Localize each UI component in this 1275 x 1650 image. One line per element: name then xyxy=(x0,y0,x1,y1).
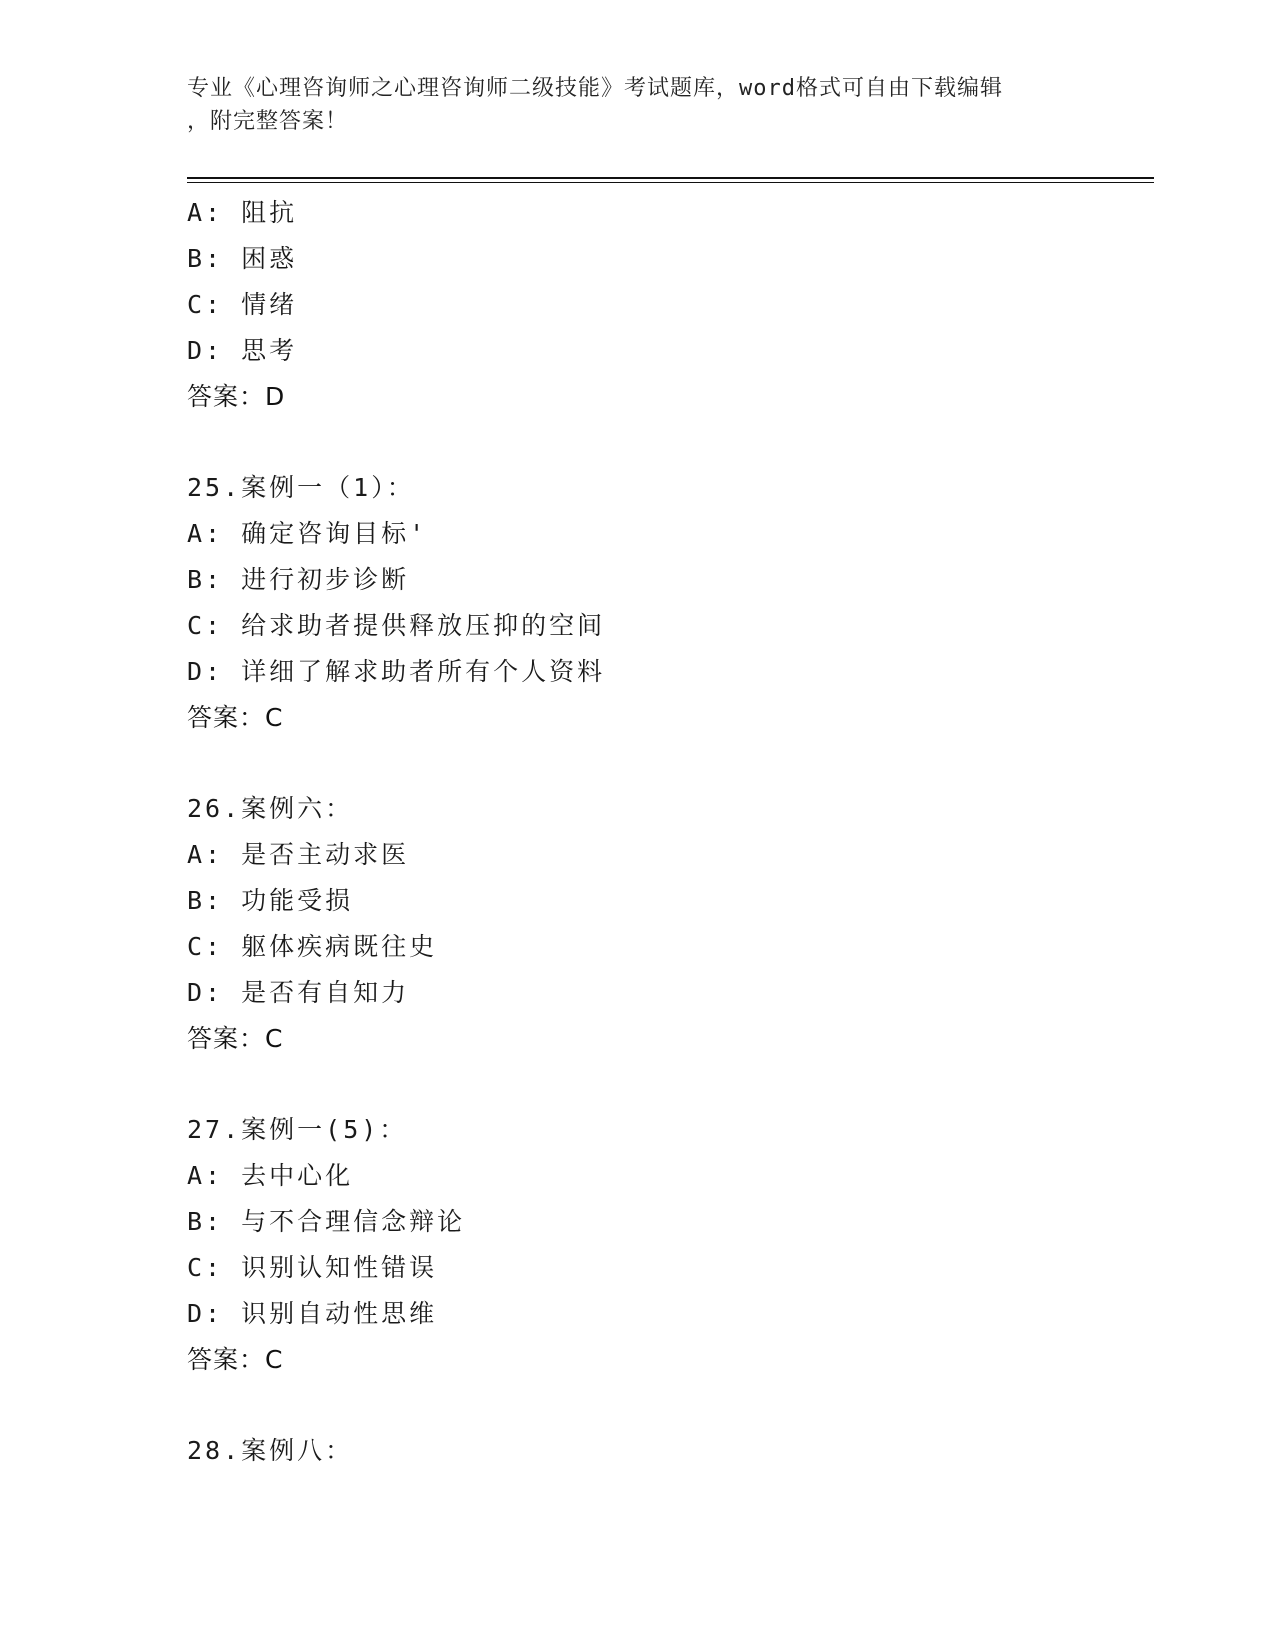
option-b: B: 与不合理信念辩论 xyxy=(187,1207,466,1236)
question-block-24 xyxy=(187,190,1147,420)
question-block-27 xyxy=(187,1107,1147,1383)
option-a: A: 去中心化 xyxy=(187,1161,354,1190)
question-block-25 xyxy=(187,465,1147,741)
answer-line: 答案：C xyxy=(187,1345,284,1374)
question-block-26 xyxy=(187,786,1147,1062)
question-stem: 27.案例一(5)： xyxy=(187,1115,408,1144)
spacer xyxy=(187,1062,1147,1107)
header-line-1: 专业《心理咨询师之心理咨询师二级技能》考试题库，word格式可自由下载编辑 xyxy=(187,76,1003,101)
header-divider-thick xyxy=(187,177,1154,179)
spacer xyxy=(187,420,1147,465)
header-divider-thin xyxy=(187,182,1154,183)
document-header xyxy=(187,72,1087,138)
option-a: A: 阻抗 xyxy=(187,198,298,227)
question-list xyxy=(187,190,1147,1474)
option-a: A: 是否主动求医 xyxy=(187,840,410,869)
spacer xyxy=(187,1383,1147,1428)
option-c: C: 情绪 xyxy=(187,290,298,319)
option-c: C: 躯体疾病既往史 xyxy=(187,932,438,961)
option-c: C: 识别认知性错误 xyxy=(187,1253,438,1282)
option-d: D: 识别自动性思维 xyxy=(187,1299,438,1328)
option-d: D: 思考 xyxy=(187,336,298,365)
option-b: B: 进行初步诊断 xyxy=(187,565,410,594)
answer-line: 答案：C xyxy=(187,1024,284,1053)
option-b: B: 困惑 xyxy=(187,244,298,273)
option-a: A: 确定咨询目标' xyxy=(187,519,428,548)
option-d: D: 是否有自知力 xyxy=(187,978,410,1007)
question-stem: 28.案例八： xyxy=(187,1436,354,1465)
header-line-2: ，附完整答案！ xyxy=(187,109,349,134)
spacer xyxy=(187,741,1147,786)
option-c: C: 给求助者提供释放压抑的空间 xyxy=(187,611,606,640)
question-stem: 26.案例六： xyxy=(187,794,354,823)
question-stem: 25.案例一（1）： xyxy=(187,473,415,502)
answer-line: 答案：C xyxy=(187,703,284,732)
option-d: D: 详细了解求助者所有个人资料 xyxy=(187,657,606,686)
answer-line: 答案：D xyxy=(187,382,286,411)
question-block-28 xyxy=(187,1428,1147,1474)
option-b: B: 功能受损 xyxy=(187,886,354,915)
